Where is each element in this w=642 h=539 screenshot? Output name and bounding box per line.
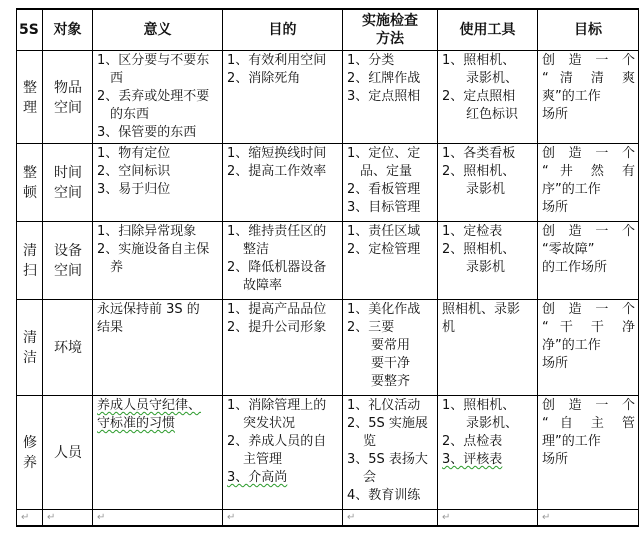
header-5s: 5S bbox=[17, 9, 43, 51]
paragraph-mark-icon: ↵ bbox=[43, 510, 93, 527]
header-purpose: 目的 bbox=[223, 9, 343, 51]
cell-purpose: 1、提高产品品位 2、提升公司形象 bbox=[223, 300, 343, 396]
cell-purpose: 1、维持责任区的 整洁 2、降低机器设备 故障率 bbox=[223, 222, 343, 300]
cell-purpose: 1、消除管理上的 突发状况 2、养成人员的自 主管理 3、介高尚 bbox=[223, 396, 343, 510]
paragraph-mark-icon: ↵ bbox=[343, 510, 438, 527]
cell-5s: 修 养 bbox=[17, 396, 43, 510]
cell-goal: 创 造 一 个 “ 干 干 净 净”的工作 场所 bbox=[538, 300, 639, 396]
cell-meaning: 养成人员守纪律、 守标准的习惯 bbox=[93, 396, 223, 510]
paragraph-mark-icon: ↵ bbox=[438, 510, 538, 527]
header-goal: 目标 bbox=[538, 9, 639, 51]
table-row bbox=[17, 222, 639, 300]
table-row bbox=[17, 144, 639, 222]
cell-tools: 1、照相机、 录影机、 2、定点照相 红色标识 bbox=[438, 51, 538, 144]
paragraph-mark-icon: ↵ bbox=[223, 510, 343, 527]
cell-meaning: 永远保持前 3S 的 结果 bbox=[93, 300, 223, 396]
cell-5s: 清 洁 bbox=[17, 300, 43, 396]
cell-tools: 1、各类看板 2、照相机、 录影机 bbox=[438, 144, 538, 222]
table-row bbox=[17, 51, 639, 144]
paragraph-mark-icon: ↵ bbox=[17, 510, 43, 527]
cell-tools: 1、定检表 2、照相机、 录影机 bbox=[438, 222, 538, 300]
header-meaning: 意义 bbox=[93, 9, 223, 51]
cell-goal: 创 造 一 个 “零故障” 的工作场所 bbox=[538, 222, 639, 300]
header-target: 对象 bbox=[43, 9, 93, 51]
cell-method: 1、分类 2、红牌作战 3、定点照相 bbox=[343, 51, 438, 144]
cell-target: 设备 空间 bbox=[43, 222, 93, 300]
cell-5s: 整 顿 bbox=[17, 144, 43, 222]
cell-5s: 清 扫 bbox=[17, 222, 43, 300]
cell-goal: 创 造 一 个 “ 自 主 管 理”的工作 场所 bbox=[538, 396, 639, 510]
paragraph-mark-icon: ↵ bbox=[93, 510, 223, 527]
header-row bbox=[17, 9, 639, 51]
cell-method: 1、礼仪活动 2、5S 实施展 览 3、5S 表扬大 会 4、教育训练 bbox=[343, 396, 438, 510]
cell-method: 1、美化作战 2、三要 要常用 要干净 要整齐 bbox=[343, 300, 438, 396]
cell-purpose: 1、缩短换线时间 2、提高工作效率 bbox=[223, 144, 343, 222]
paragraph-mark-icon: ↵ bbox=[538, 510, 639, 527]
header-method: 实施检查 方法 bbox=[343, 9, 438, 51]
cell-tools: 照相机、录影 机 bbox=[438, 300, 538, 396]
cell-meaning: 1、扫除异常现象 2、实施设备自主保 养 bbox=[93, 222, 223, 300]
cell-target: 环境 bbox=[43, 300, 93, 396]
cell-goal: 创 造 一 个 “ 井 然 有 序”的工作 场所 bbox=[538, 144, 639, 222]
cell-purpose: 1、有效利用空间 2、消除死角 bbox=[223, 51, 343, 144]
cell-method: 1、责任区域 2、定检管理 bbox=[343, 222, 438, 300]
header-tools: 使用工具 bbox=[438, 9, 538, 51]
cell-goal: 创 造 一 个 “ 清 清 爽 爽”的工作 场所 bbox=[538, 51, 639, 144]
table-row bbox=[17, 396, 639, 510]
table-row bbox=[17, 300, 639, 396]
cell-target: 人员 bbox=[43, 396, 93, 510]
cell-target: 时间 空间 bbox=[43, 144, 93, 222]
cell-5s: 整 理 bbox=[17, 51, 43, 144]
5s-table bbox=[16, 8, 639, 527]
cell-method: 1、定位、定 品、定量 2、看板管理 3、目标管理 bbox=[343, 144, 438, 222]
document-page bbox=[16, 8, 639, 527]
cell-tools: 1、照相机、 录影机、 2、点检表 3、评核表 bbox=[438, 396, 538, 510]
cell-target: 物品 空间 bbox=[43, 51, 93, 144]
table-row-empty bbox=[17, 510, 639, 527]
cell-meaning: 1、区分要与不要东 西 2、丢弃或处理不要 的东西 3、保管要的东西 bbox=[93, 51, 223, 144]
cell-meaning: 1、物有定位 2、空间标识 3、易于归位 bbox=[93, 144, 223, 222]
